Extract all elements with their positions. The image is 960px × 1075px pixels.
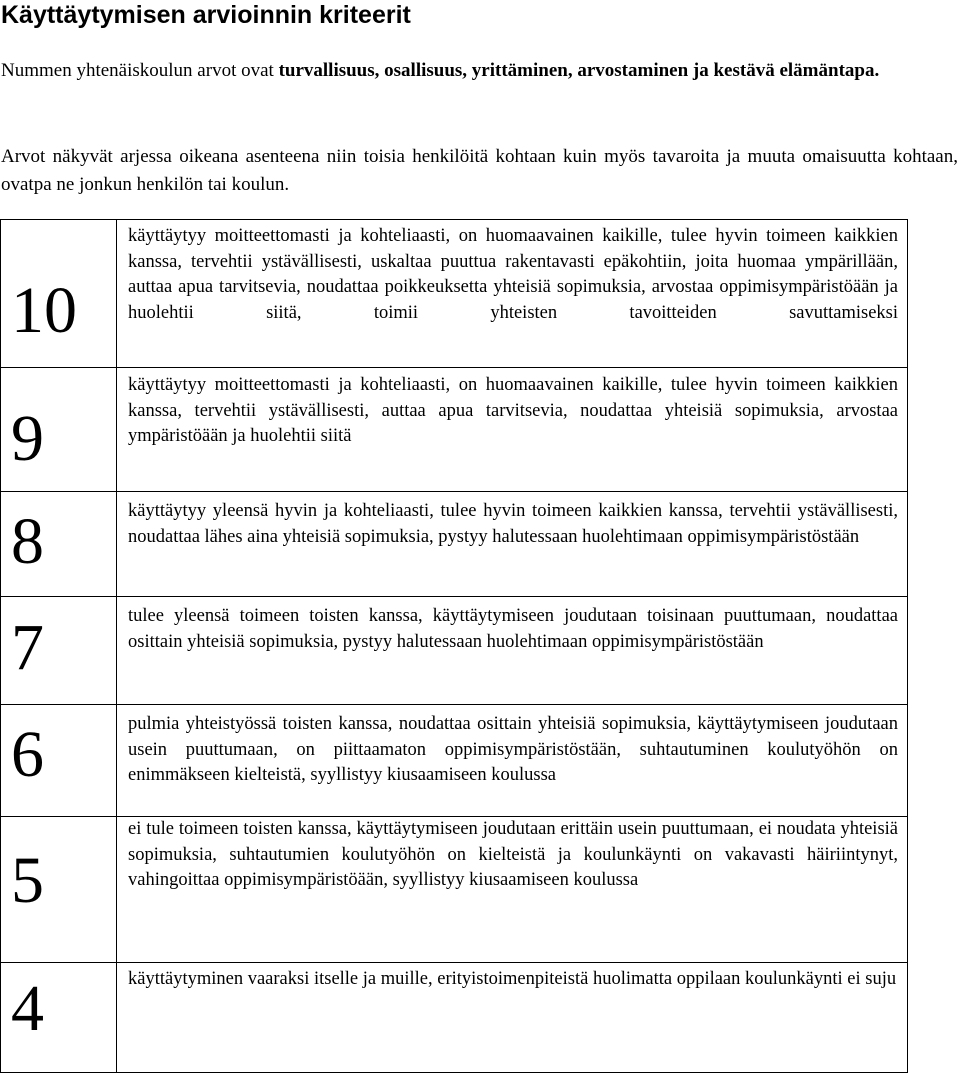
column-divider [116,220,117,1072]
values-description-paragraph: Arvot näkyvät arjessa oikeana asenteena niin toisia henkilöitä kohtaan kuin myös tavaroita ja muuta omaisuutta kohtaan, ovatpa ne jonkun henkilön tai koulun. [1,146,958,195]
row-divider [1,367,907,368]
grade-5: 5 [11,844,44,917]
criteria-7-description: tulee yleensä toimeen toisten kanssa, käyttäytymiseen joudutaan toisinaan puuttumaan, noudattaa osittain yhteisiä sopimuksia, pystyy halutessaan huolehtimaan oppimisympäristöstään [128,606,898,652]
row-divider [1,491,907,492]
grade-7: 7 [11,611,44,684]
values-list: turvallisuus, osallisuus, yrittäminen, arvostaminen ja kestävä elämäntapa. [278,60,880,81]
values-lead: Nummen yhtenäiskoulun arvot ovat [1,60,279,81]
row-divider [1,704,907,705]
row-divider [1,596,907,597]
grade-6: 6 [11,718,44,791]
grade-4: 4 [11,972,44,1045]
criteria-4-description: käyttäytyminen vaaraksi itselle ja muille, erityistoimenpiteistä huolimatta oppilaan koulunkäynti ei suju [128,969,897,989]
grade-9: 9 [11,402,44,475]
page-title: Käyttäytymisen arvioinnin kriteerit [1,1,411,29]
grade-8: 8 [11,505,44,578]
values-paragraph [1,54,958,88]
criteria-6-description: pulmia yhteistyössä toisten kanssa, noudattaa osittain yhteisiä sopimuksia, käyttäytymiseen joudutaan usein puuttumaan, on piittaamaton oppimisympäristöstään, suhtautuminen koulutyöhön on enimmäkseen kielteistä, syyllistyy kiusaamiseen koulussa [128,714,898,786]
criteria-5-description: ei tule toimeen toisten kanssa, käyttäytymiseen joudutaan erittäin usein puuttumaan, ei noudata yhteisiä sopimuksia, suhtautumien koulutyöhön on kielteistä ja koulunkäynti on vakavasti häiriintynyt, vahingoittaa oppimisympäristöään, syyllistyy kiusaamiseen koulussa [128,819,898,891]
criteria-8-description: käyttäytyy yleensä hyvin ja kohteliaasti, tulee hyvin toimeen kaikkien kanssa, tervehtii ystävällisesti, noudattaa lähes aina yhteisiä sopimuksia, pystyy halutessaan huolehtimaan oppimisympäristöstään [128,501,898,547]
grade-10: 10 [11,274,77,347]
row-divider [1,962,907,963]
criteria-table [0,219,908,1073]
criteria-10-description: käyttäytyy moitteettomasti ja kohteliaasti, on huomaavainen kaikille, tulee hyvin toimeen kaikkien kanssa, tervehtii ystävällisesti, uskaltaa puuttua rakentavasti epäkohtiin, joita huomaa ympärillään, auttaa apua tarvitsevia, noudattaa poikkeuksetta yhteisiä sopimuksia, arvostaa oppimisympäristöään ja huolehtii siitä, toimii yhteisten tavoitteiden savuttamiseksi [128,226,898,324]
criteria-9-description: käyttäytyy moitteettomasti ja kohteliaasti, on huomaavainen kaikille, tulee hyvin toimeen kaikkien kanssa, tervehtii ystävällisesti, auttaa apua tarvitsevia, noudattaa yhteisiä sopimuksia, arvostaa ympäristöään ja huolehtii siitä [128,375,898,447]
